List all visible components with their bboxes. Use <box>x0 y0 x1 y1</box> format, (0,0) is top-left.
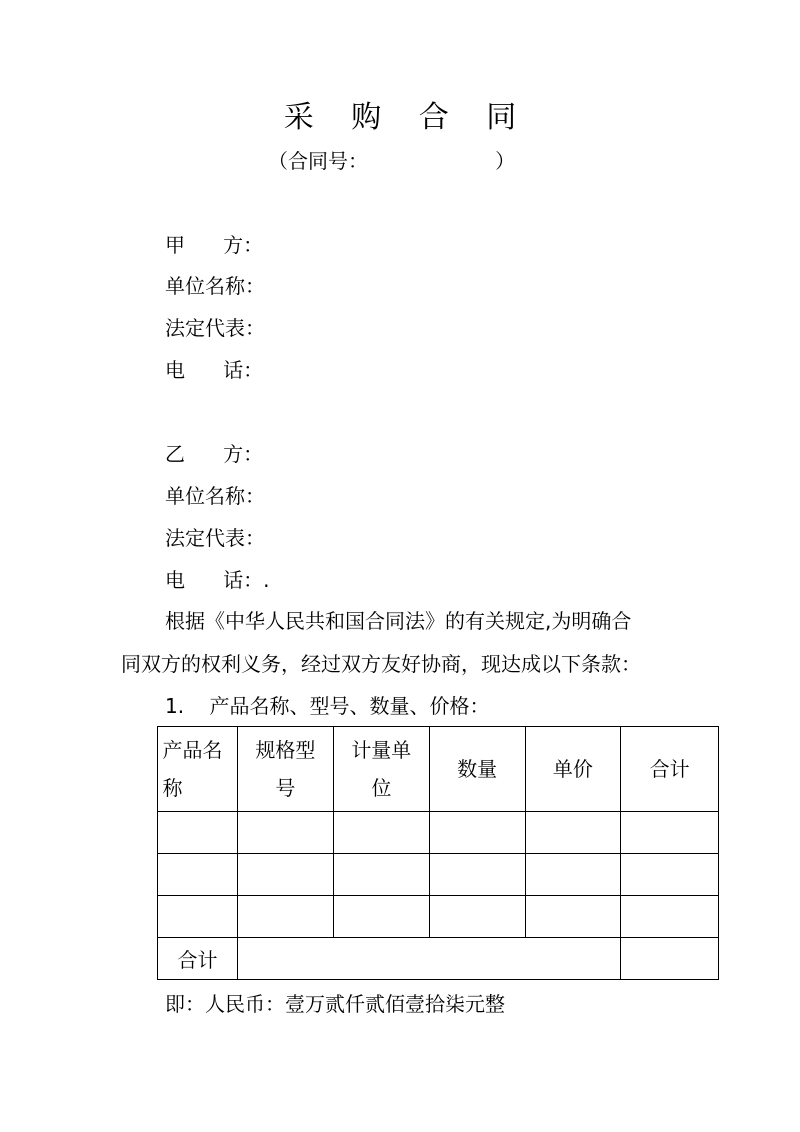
table-cell[interactable] <box>621 812 719 854</box>
table-cell[interactable] <box>621 896 719 938</box>
party-a-unit-name: 单位名称： <box>165 274 265 298</box>
table-cell[interactable] <box>525 854 621 896</box>
table-row <box>158 896 719 938</box>
party-a-phone: 电 话： <box>165 358 264 382</box>
table-cell[interactable] <box>333 854 429 896</box>
total-label: 合计 <box>158 938 238 980</box>
table-row <box>158 854 719 896</box>
table-cell[interactable] <box>525 812 621 854</box>
table-cell[interactable] <box>158 812 238 854</box>
header-quantity: 数量 <box>429 727 525 812</box>
intro-line-1: 根据《中华人民共和国合同法》的有关规定,为明确合 <box>165 609 632 633</box>
party-b-phone: 电 话：. <box>165 568 270 592</box>
header-unit-price: 单价 <box>525 727 621 812</box>
amount-in-words: 即：人民币：壹万贰仟贰佰壹拾柒元整 <box>165 992 505 1016</box>
table-cell[interactable] <box>237 854 333 896</box>
party-b-label: 乙 方： <box>165 442 264 466</box>
table-cell[interactable] <box>429 896 525 938</box>
table-cell[interactable] <box>429 812 525 854</box>
section-1-heading: 1. 产品名称、型号、数量、价格： <box>165 694 490 718</box>
intro-line-2: 同双方的权利义务，经过双方友好协商，现达成以下条款： <box>121 652 641 676</box>
party-a-label: 甲 方： <box>165 233 264 257</box>
product-table <box>157 726 719 980</box>
document-title: 采 购 合 同 <box>283 100 531 135</box>
table-cell[interactable] <box>237 812 333 854</box>
table-cell[interactable] <box>237 896 333 938</box>
table-cell[interactable] <box>158 896 238 938</box>
table-header-row <box>158 727 719 812</box>
party-b-unit-name: 单位名称： <box>165 484 265 508</box>
table-row <box>158 812 719 854</box>
table-cell[interactable] <box>333 812 429 854</box>
table-cell[interactable] <box>525 896 621 938</box>
header-product-name: 产品名称 <box>158 727 238 812</box>
header-total: 合计 <box>621 727 719 812</box>
party-a-legal-rep: 法定代表： <box>165 316 265 340</box>
table-cell[interactable] <box>429 854 525 896</box>
party-b-legal-rep: 法定代表： <box>165 526 265 550</box>
total-merged-cell[interactable] <box>237 938 620 980</box>
header-unit: 计量单位 <box>333 727 429 812</box>
table-cell[interactable] <box>158 854 238 896</box>
table-total-row <box>158 938 719 980</box>
table-cell[interactable] <box>333 896 429 938</box>
header-spec-model: 规格型号 <box>237 727 333 812</box>
table-cell[interactable] <box>621 854 719 896</box>
contract-number: （合同号： ） <box>268 149 516 173</box>
total-value-cell[interactable] <box>621 938 719 980</box>
